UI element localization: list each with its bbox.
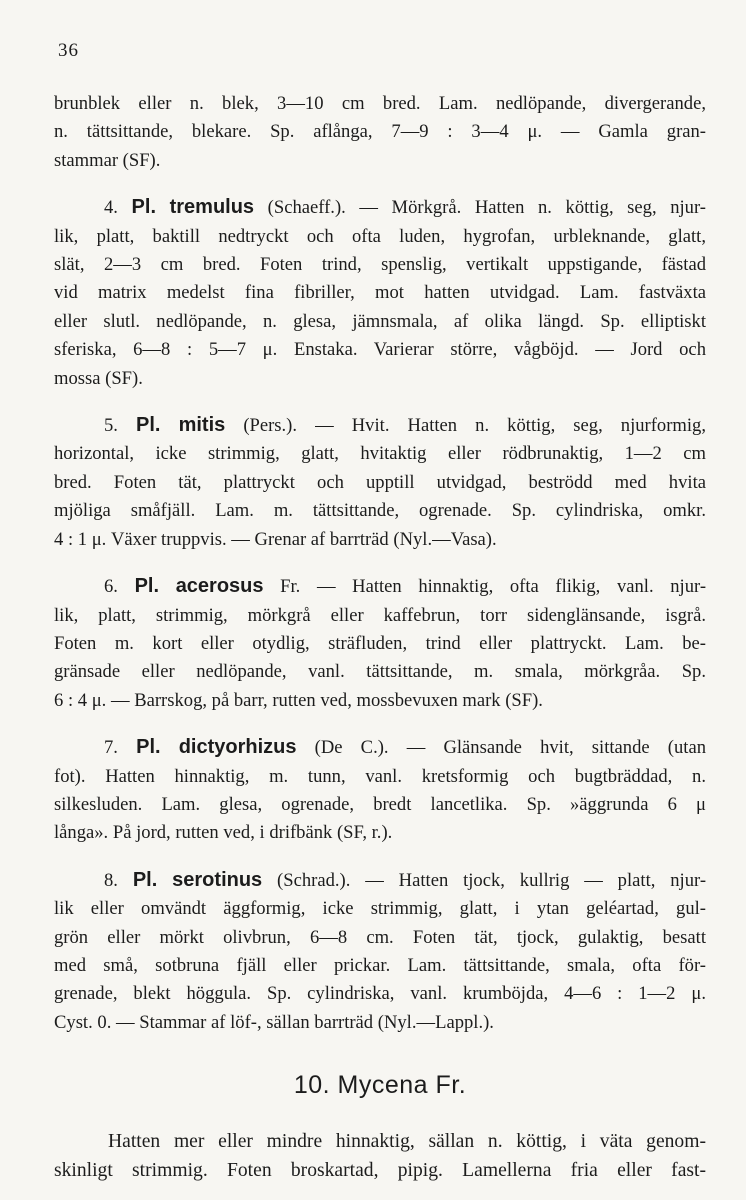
species-entry-acerosus [54, 572, 706, 715]
intro-line-2: n. tättsittande, blekare. Sp. aflånga, 7—9 : 3—4 μ. — Gamla gran- [54, 121, 706, 143]
genus-description [54, 1128, 706, 1186]
entry-line: Foten m. kort eller otydlig, sträfluden, trind eller plattryckt. Lam. be- [54, 632, 706, 654]
entry-line: bred. Foten tät, plattryckt och upptill utvidgad, beströdd med hvita [54, 471, 706, 493]
entry-line: sferiska, 6—8 : 5—7 μ. Enstaka. Varierar större, vågböjd. — Jord och [54, 339, 706, 361]
entry-line: grenade, blekt höggula. Sp. cylindriska, vanl. krumböjda, 4—6 : 1—2 μ. [54, 983, 706, 1005]
entry-line: lik eller omvändt äggformig, icke strimmig, glatt, i ytan geléartad, gul- [54, 898, 706, 920]
genus-abbr: Pl. [136, 736, 161, 759]
species-epithet: tremulus [169, 196, 255, 219]
entry-line: långa». På jord, rutten ved, i drifbänk (SF, r.). [54, 822, 393, 844]
entry-first-line [54, 193, 706, 222]
entry-text: Fr. — Hatten hinnaktig, ofta flikig, vanl. njur- [263, 576, 707, 598]
entry-text: (De C.). — Glänsande hvit, sittande (utan [296, 737, 706, 759]
entry-line: eller slutl. nedlöpande, n. glesa, jämnsmala, af olika längd. Sp. elliptiskt [54, 310, 706, 332]
intro-line-1: brunblek eller n. blek, 3—10 cm bred. Lam. nedlöpande, divergerande, [54, 93, 706, 114]
genus-abbr: Pl. [131, 196, 156, 219]
page-number: 36 [58, 40, 79, 61]
entry-line: grön eller mörkt olivbrun, 6—8 cm. Foten tät, tjock, gulaktig, besatt [54, 926, 706, 948]
species-epithet: dictyorhizus [178, 736, 297, 759]
entry-line: lik, platt, baktill nedtryckt och ofta luden, hygrofan, urbleknande, glatt, [54, 225, 706, 247]
genus-desc-line-1: Hatten mer eller mindre hinnaktig, sällan n. köttig, i väta genom- [108, 1131, 706, 1153]
entry-line: Cyst. 0. — Stammar af löf-, sällan barrträd (Nyl.—Lappl.). [54, 1011, 494, 1033]
species-entry-serotinus [54, 866, 706, 1037]
entry-line: mossa (SF). [54, 367, 143, 389]
species-entry-mitis [54, 411, 706, 554]
species-epithet: acerosus [175, 575, 264, 598]
entry-line: 4 : 1 μ. Växer truppvis. — Grenar af barrträd (Nyl.—Vasa). [54, 528, 497, 550]
entry-line: horizontal, icke strimmig, glatt, hvitaktig eller rödbrunaktig, 1—2 cm [54, 443, 706, 465]
genus-abbr: Pl. [134, 575, 160, 598]
entry-first-line [54, 411, 706, 440]
entry-line: 6 : 4 μ. — Barrskog, på barr, rutten ved, mossbevuxen mark (SF). [54, 689, 543, 711]
intro-paragraph [54, 90, 706, 175]
species-epithet: mitis [178, 414, 226, 437]
entry-text: (Schaeff.). — Mörkgrå. Hatten n. köttig, seg, njur- [254, 197, 706, 219]
entry-text: (Pers.). — Hvit. Hatten n. köttig, seg, njurformig, [225, 415, 706, 437]
entry-first-line [54, 733, 706, 762]
entry-line: med små, sotbruna fjäll eller prickar. Lam. tättsittande, smala, ofta för- [54, 954, 706, 976]
genus-abbr: Pl. [132, 868, 158, 891]
entry-first-line [54, 866, 706, 895]
entry-line: fot). Hatten hinnaktig, m. tunn, vanl. kretsformig och bugtbräddad, n. [54, 765, 706, 787]
genus-desc-line-2: skinligt strimmig. Foten broskartad, pipig. Lamellerna fria eller fast- [54, 1159, 706, 1181]
entry-line: gränsade eller nedlöpande, vanl. tättsittande, m. smala, mörkgråa. Sp. [54, 661, 706, 683]
entry-number: 7. [104, 737, 118, 759]
entry-first-line [54, 572, 706, 601]
entry-line: slät, 2—3 cm bred. Foten trind, spenslig, vertikalt uppstigande, fästad [54, 254, 706, 276]
entry-number: 6. [104, 576, 118, 598]
entry-line: silkesluden. Lam. glesa, ogrenade, bredt lancetlika. Sp. »äggrunda 6 μ [54, 793, 706, 815]
genus-heading [54, 1071, 706, 1100]
genus-abbr: Pl. [136, 414, 161, 437]
entry-text: (Schrad.). — Hatten tjock, kullrig — platt, njur- [262, 869, 707, 891]
entry-line: vid matrix medelst fina fibriller, mot hatten utvidgad. Lam. fastväxta [54, 282, 706, 304]
species-epithet: serotinus [172, 868, 263, 891]
genus-number: 10. [293, 1071, 331, 1100]
entry-number: 5. [104, 415, 118, 437]
entry-number: 8. [104, 869, 118, 891]
species-entry-tremulus [54, 193, 706, 393]
species-entry-dictyorhizus [54, 733, 706, 848]
entry-line: lik, platt, strimmig, mörkgrå eller kaffebrun, torr sidenglänsande, isgrå. [54, 604, 706, 626]
genus-name: Mycena Fr. [337, 1071, 467, 1100]
intro-line-3: stammar (SF). [54, 149, 161, 171]
entry-number: 4. [104, 197, 118, 219]
entry-line: mjöliga småfjäll. Lam. m. tättsittande, ogrenade. Sp. cylindriska, omkr. [54, 500, 706, 522]
